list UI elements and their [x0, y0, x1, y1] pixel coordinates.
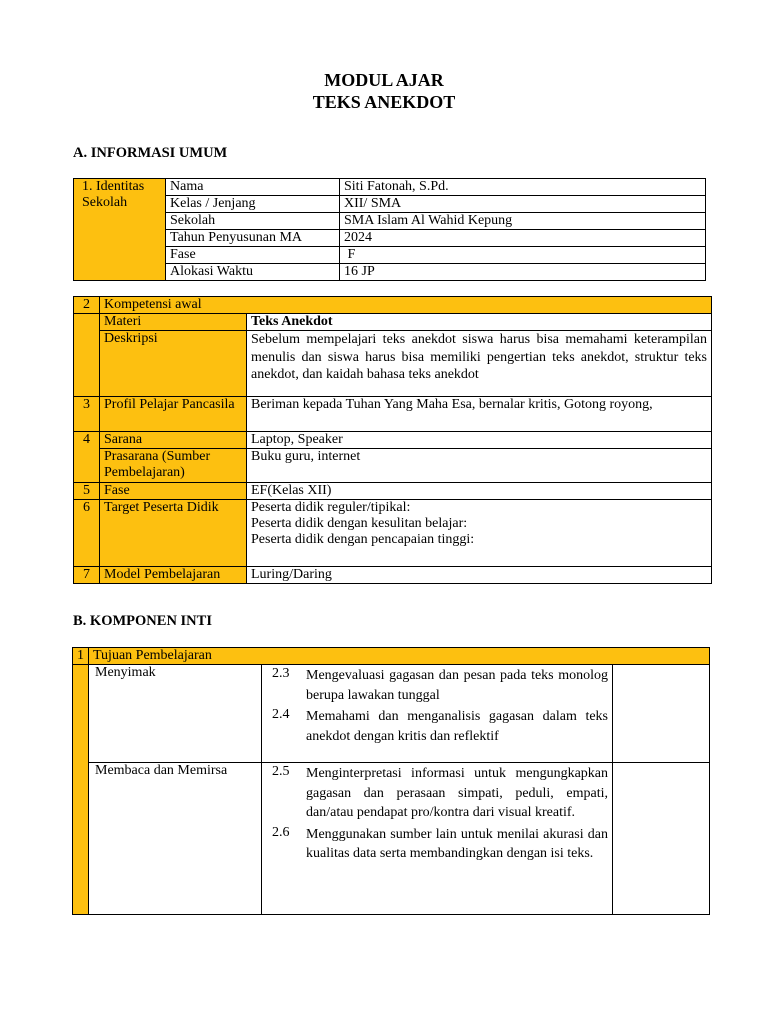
objective-text: Mengevaluasi gagasan dan pesan pada teks monolog berupa lawakan tunggal — [306, 668, 608, 703]
row-number: 3 — [74, 397, 100, 432]
objectives-header: Tujuan Pembelajaran — [89, 648, 710, 665]
prasarana-value: Buku guru, internet — [247, 449, 712, 483]
materi-value: Teks Anekdot — [247, 314, 712, 331]
row-label: Model Pembelajaran — [100, 567, 247, 584]
materi-key: Materi — [100, 314, 247, 331]
deskripsi-value: Sebelum mempelajari teks anekdot siswa harus bisa memahami keterampilan menulis dan siswa harus bisa memiliki pengertian teks anekdot, struktur teks anekdot, dan kaidah bahasa teks anekdot — [247, 331, 712, 397]
objective-item — [266, 764, 608, 823]
objective-group-name: Menyimak — [89, 665, 262, 763]
row-number: 1 — [73, 648, 89, 665]
identity-label: 1. Identitas Sekolah — [82, 179, 145, 210]
objective-text: Memahami dan menganalisis gagasan dalam teks anekdot dengan kritis dan reflektif — [306, 709, 608, 744]
section-b-heading: B. KOMPONEN INTI — [73, 613, 212, 629]
objectives-table — [72, 647, 710, 915]
objective-number: 2.4 — [272, 707, 290, 722]
objective-empty-cell — [613, 763, 710, 915]
row-number: 4 — [74, 432, 100, 483]
objective-group-name: Membaca dan Memirsa — [89, 763, 262, 915]
row-label: Fase — [100, 483, 247, 500]
target-high: Peserta didik dengan pencapaian tinggi: — [251, 532, 475, 547]
identity-value: F — [340, 247, 706, 264]
objective-empty-cell — [613, 665, 710, 763]
deskripsi-key: Deskripsi — [100, 331, 247, 397]
row-number: 7 — [74, 567, 100, 584]
identity-value: XII/ SMA — [340, 196, 706, 213]
section-a-heading: A. INFORMASI UMUM — [73, 145, 228, 161]
competency-table — [73, 296, 712, 584]
objective-item — [266, 825, 608, 864]
identity-label-cell — [74, 179, 166, 281]
row-label: Sarana — [100, 432, 247, 449]
row-value: EF(Kelas XII) — [247, 483, 712, 500]
objective-number: 2.3 — [272, 666, 290, 681]
target-regular: Peserta didik reguler/tipikal: — [251, 500, 411, 515]
objective-item — [266, 666, 608, 705]
objective-number: 2.5 — [272, 764, 290, 779]
row-label: Target Peserta Didik — [100, 500, 247, 567]
row-number-filler — [73, 665, 89, 915]
row-value: Luring/Daring — [247, 567, 712, 584]
identity-key: Tahun Penyusunan MA — [166, 230, 340, 247]
identity-key: Sekolah — [166, 213, 340, 230]
prasarana-key: Prasarana (Sumber Pembelajaran) — [100, 449, 247, 483]
row-number: 2 — [74, 297, 100, 314]
objective-item — [266, 707, 608, 746]
row-number: 6 — [74, 500, 100, 567]
row-label: Profil Pelajar Pancasila — [100, 397, 247, 432]
identity-key: Kelas / Jenjang — [166, 196, 340, 213]
row-number: 5 — [74, 483, 100, 500]
identity-value: 2024 — [340, 230, 706, 247]
identity-key: Nama — [166, 179, 340, 196]
doc-subtitle: TEKS ANEKDOT — [312, 92, 456, 112]
row-value: Beriman kepada Tuhan Yang Maha Esa, bernalar kritis, Gotong royong, — [247, 397, 712, 432]
objective-items — [262, 763, 613, 915]
objective-items — [262, 665, 613, 763]
target-difficulty: Peserta didik dengan kesulitan belajar: — [251, 516, 468, 531]
identity-key: Alokasi Waktu — [166, 264, 340, 281]
doc-title: MODUL AJAR — [324, 70, 444, 90]
objective-text: Menggunakan sumber lain untuk menilai akurasi dan kualitas data serta membandingkan dengan isi teks. — [306, 826, 608, 861]
row-number-filler — [74, 314, 100, 397]
identity-key: Fase — [166, 247, 340, 264]
objective-text: Menginterpretasi informasi untuk mengungkapkan gagasan dan perasaan simpati, peduli, empati, dan/atau pendapat pro/kontra dari visual kreatif. — [306, 766, 608, 820]
identity-table — [73, 178, 706, 281]
target-values — [247, 500, 712, 567]
identity-value: Siti Fatonah, S.Pd. — [340, 179, 706, 196]
identity-value: 16 JP — [340, 264, 706, 281]
row-label: Kompetensi awal — [100, 297, 712, 314]
row-value: Laptop, Speaker — [247, 432, 712, 449]
objective-number: 2.6 — [272, 824, 290, 840]
identity-value: SMA Islam Al Wahid Kepung — [340, 213, 706, 230]
